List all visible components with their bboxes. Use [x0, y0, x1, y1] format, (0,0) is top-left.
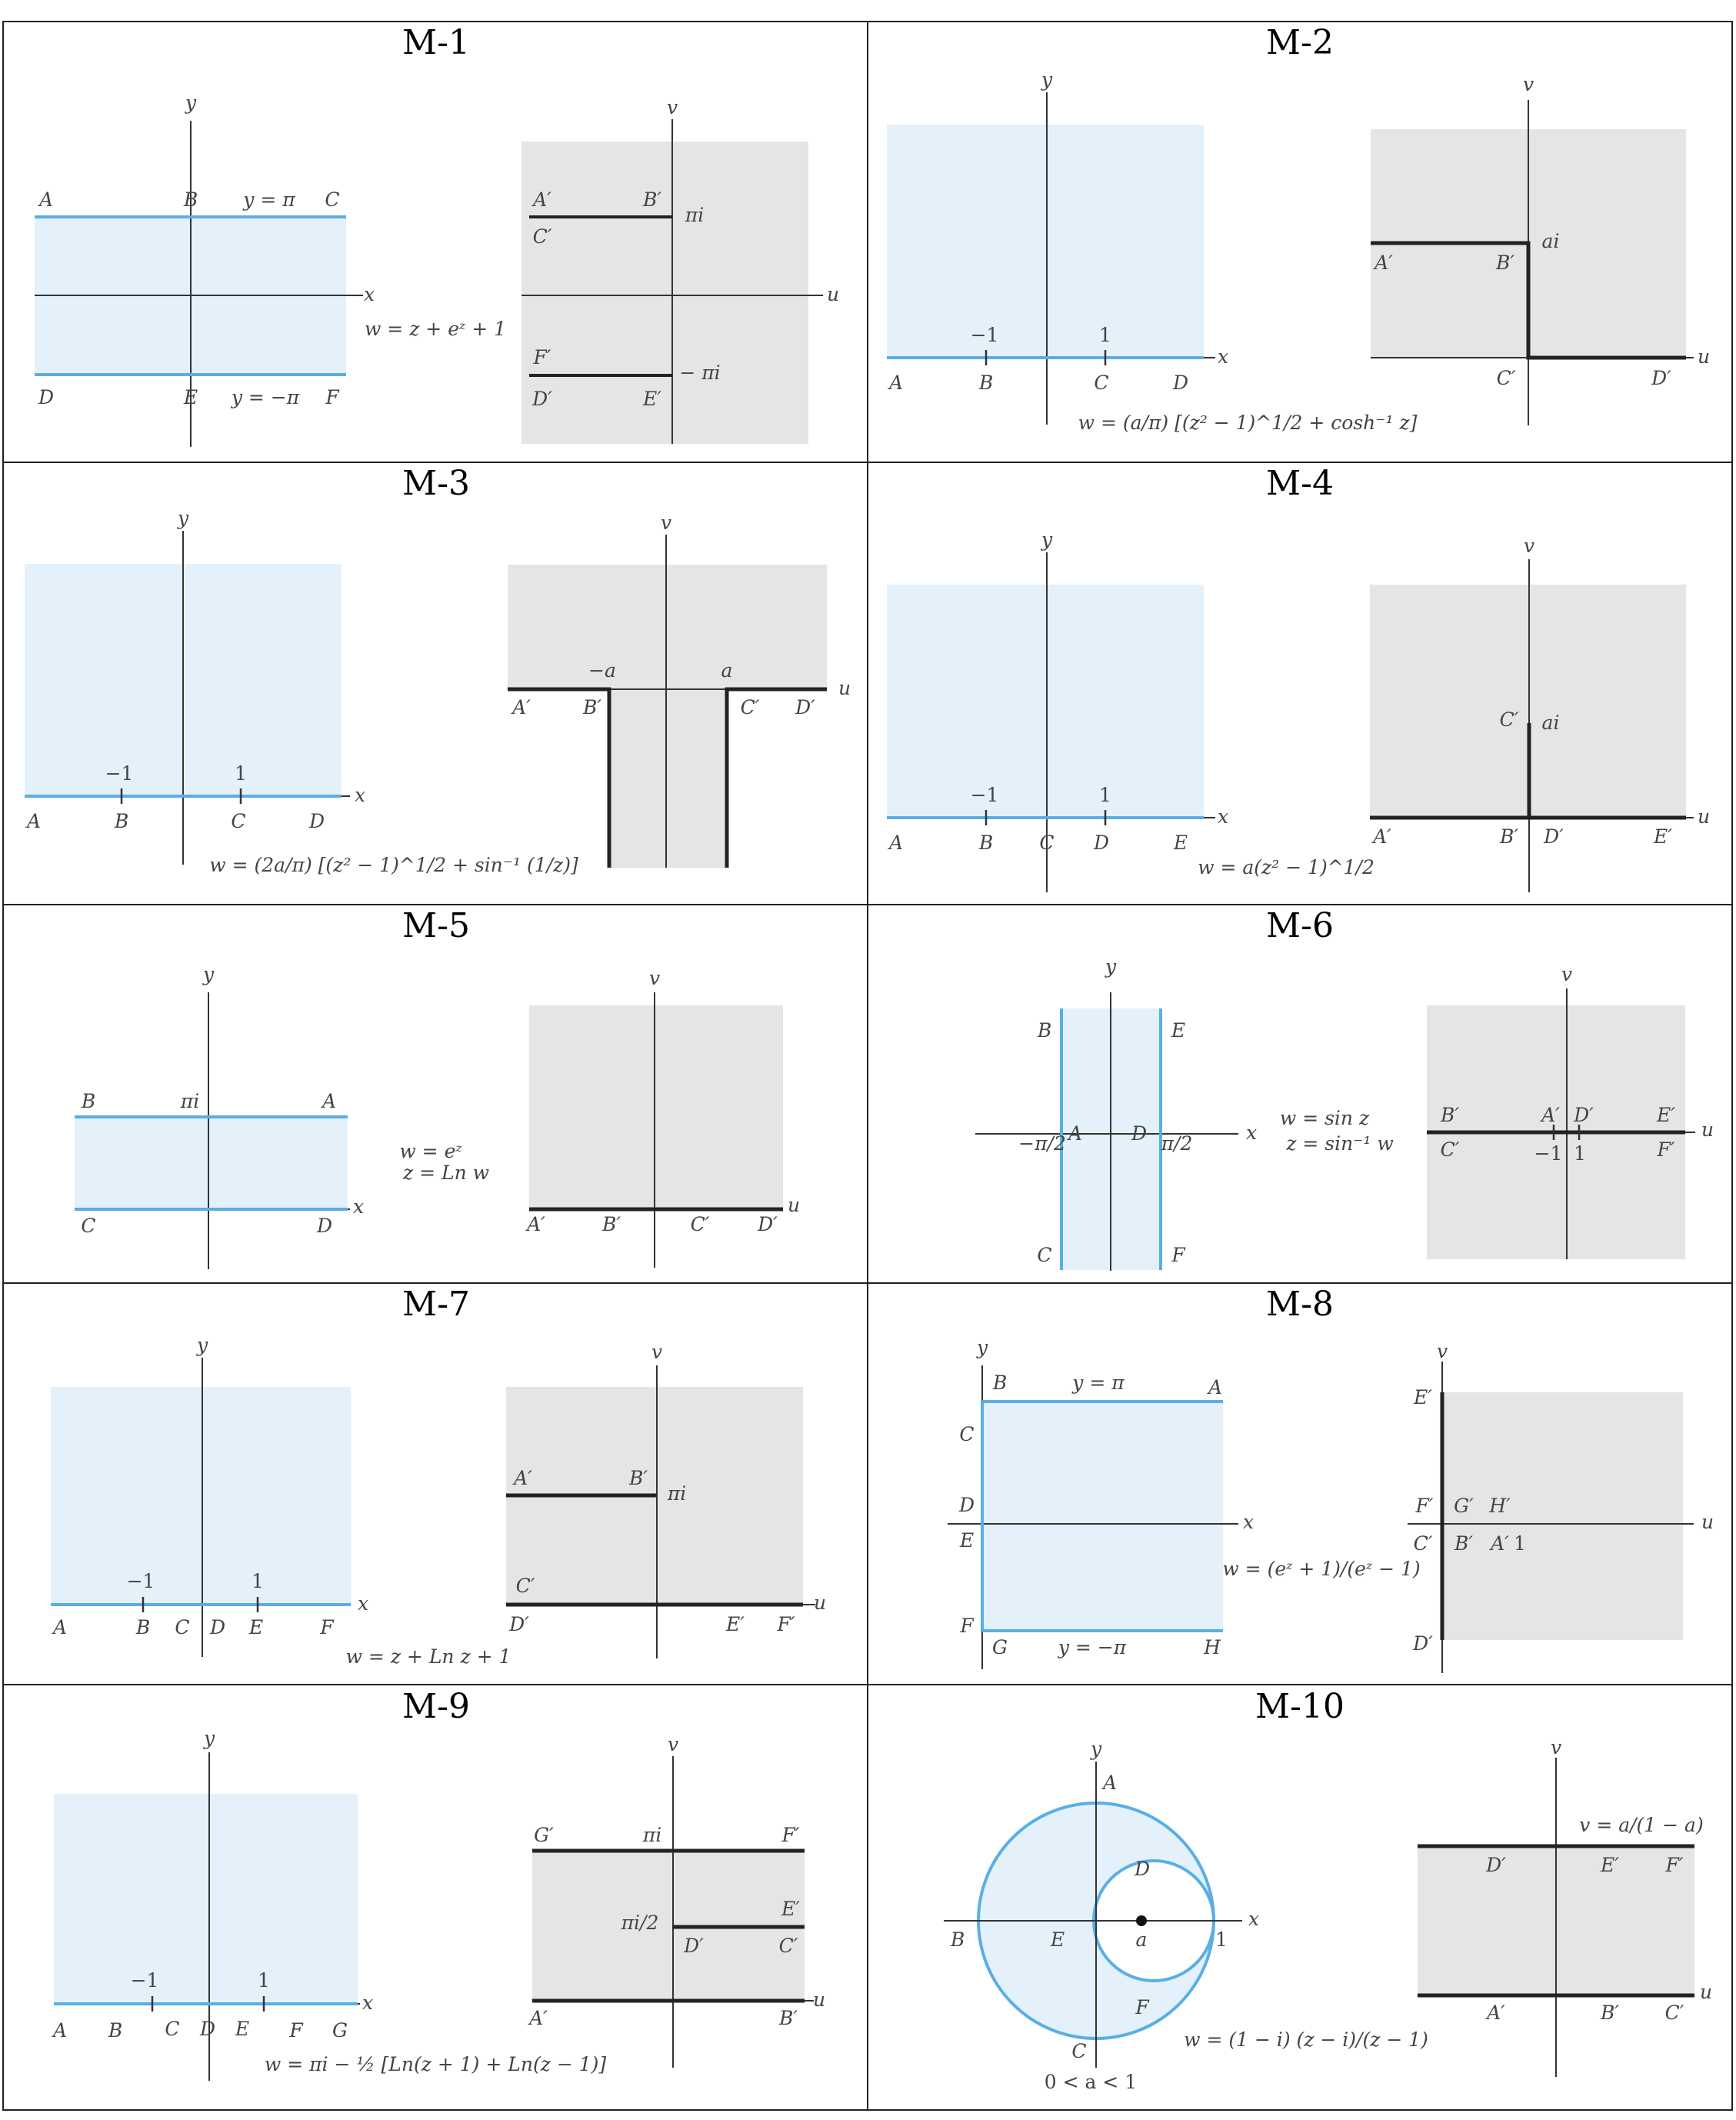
- w-label: F′: [1665, 1854, 1684, 1876]
- w-label: C′: [1413, 1532, 1433, 1555]
- m7-formula: [346, 1645, 511, 1668]
- z-label: D: [1172, 372, 1189, 394]
- z-label: y = π: [243, 188, 295, 211]
- axis-label-v: v: [666, 96, 678, 118]
- w-label: C′: [1440, 1138, 1460, 1161]
- inverse-formula: z = sin⁻¹ w: [1286, 1132, 1394, 1155]
- w-label: D′: [758, 1213, 778, 1235]
- panel-title-text: M-4: [1266, 464, 1334, 503]
- w-label: B′: [1454, 1532, 1474, 1555]
- z-label: π/2: [1161, 1132, 1193, 1155]
- z-label: F: [325, 386, 339, 408]
- z-label: E: [235, 2018, 250, 2040]
- z-label: πi: [180, 1090, 200, 1112]
- z-label: C: [1037, 1244, 1052, 1266]
- w-label: C′: [690, 1213, 710, 1235]
- z-label: B: [992, 1372, 1008, 1394]
- w-label: G′: [1454, 1495, 1474, 1517]
- m6-w-plane: [1427, 963, 1714, 1259]
- z-region: [887, 585, 1204, 818]
- w-label: πi: [667, 1482, 687, 1505]
- z-label: B: [108, 2019, 123, 2042]
- axis-label-u: u: [1699, 1981, 1713, 2003]
- m8-z-plane: [948, 1336, 1254, 1669]
- axis-label-x: x: [1217, 805, 1229, 828]
- z-label: C: [81, 1215, 96, 1237]
- z-label: E: [1173, 832, 1188, 854]
- z-label: C: [165, 2018, 180, 2040]
- panel-title-text: M-8: [1266, 1285, 1334, 1324]
- z-label: A: [322, 1090, 337, 1112]
- axis-label-u: u: [1697, 805, 1711, 828]
- w-label: A′: [527, 1213, 545, 1235]
- z-label: B: [114, 810, 129, 832]
- axis-label-y: y: [203, 1727, 215, 1749]
- w-label: D′: [532, 388, 552, 410]
- m4-formula: [1198, 856, 1374, 878]
- w-label: E′: [781, 1898, 800, 1920]
- w-label: ai: [1541, 230, 1560, 252]
- axis-label-x: x: [1217, 345, 1229, 368]
- m2-formula: [1078, 412, 1418, 434]
- z-label: D: [958, 1494, 975, 1516]
- panel-title-text: M-1: [402, 23, 470, 62]
- axis-label-y: y: [177, 507, 189, 529]
- z-label: A: [26, 810, 42, 832]
- m9-formula: [265, 2053, 607, 2075]
- z-label: A: [52, 1616, 68, 1638]
- z-label: −1: [126, 1570, 155, 1592]
- w-label: A′: [514, 1467, 532, 1489]
- axis-label-u: u: [1701, 1118, 1714, 1141]
- z-label: B: [978, 832, 994, 854]
- inverse-formula: z = Ln w: [402, 1162, 490, 1184]
- w-label: − πi: [679, 362, 721, 384]
- w-label: πi: [642, 1824, 662, 1846]
- z-label: B: [135, 1616, 151, 1638]
- z-label: B: [81, 1090, 96, 1112]
- w-region: [521, 142, 808, 444]
- w-label: D′: [1486, 1854, 1506, 1876]
- z-label: 1: [1215, 1928, 1228, 1951]
- axis-label-y: y: [1041, 68, 1053, 91]
- w-label: C′: [1496, 367, 1516, 389]
- mapping-formula: w = a(z² − 1)^1/2: [1198, 856, 1374, 878]
- m3-formula: [209, 854, 578, 876]
- panel-title: [402, 1687, 470, 1726]
- z-label: A: [52, 2019, 68, 2042]
- axis-label-x: x: [1245, 1122, 1258, 1144]
- axis-label-v: v: [667, 1733, 679, 1755]
- axis-label-v: v: [1561, 963, 1573, 985]
- m5-formula: [399, 1140, 489, 1184]
- panel-title-text: M-2: [1266, 23, 1334, 62]
- w-label: F′: [533, 346, 551, 368]
- panel-title: [402, 464, 470, 503]
- w-label: B′: [628, 1467, 648, 1489]
- w-label: D′: [1574, 1104, 1594, 1126]
- w-label: E′: [1601, 1854, 1619, 1876]
- panel-title: [402, 906, 470, 945]
- z-label: C: [1094, 372, 1109, 394]
- w-label: C′: [778, 1935, 798, 1957]
- z-label: B: [950, 1928, 965, 1951]
- w-label: H′: [1489, 1495, 1511, 1517]
- panel-title-text: M-7: [402, 1285, 470, 1324]
- m3-w-plane: [508, 512, 851, 868]
- axis-label-u: u: [838, 677, 851, 699]
- w-label: B′: [1600, 2002, 1620, 2024]
- m9-z-plane: [52, 1727, 373, 2081]
- axis-label-x: x: [363, 283, 375, 305]
- w-label: v = a/(1 − a): [1579, 1814, 1704, 1836]
- z-label: E: [1050, 1928, 1065, 1951]
- w-label: B′: [1495, 252, 1515, 274]
- z-label: F: [289, 2019, 303, 2042]
- m2-z-plane: [887, 68, 1228, 425]
- mapping-formula: w = (1 − i) (z − i)/(z − 1): [1184, 2028, 1428, 2051]
- w-label: A′: [533, 188, 551, 211]
- z-region: [75, 1117, 348, 1209]
- m6-z-plane: [975, 955, 1257, 1271]
- m10-formula: [1184, 2028, 1428, 2051]
- mapping-formula: w = (a/π) [(z² − 1)^1/2 + cosh⁻¹ z]: [1078, 412, 1418, 434]
- z-label: A: [38, 188, 54, 211]
- z-region: [982, 1402, 1223, 1631]
- w-label: ai: [1541, 712, 1560, 734]
- z-label: F: [960, 1615, 974, 1637]
- z-label: D: [199, 2018, 216, 2040]
- z-label: F: [320, 1616, 334, 1638]
- w-region: [529, 1005, 783, 1209]
- w-label: C′: [532, 225, 552, 248]
- axis-label-v: v: [1522, 73, 1534, 95]
- z-label: A: [888, 372, 904, 394]
- z-label: D: [38, 386, 55, 408]
- m1-w-plane: [521, 96, 839, 444]
- axis-label-u: u: [1697, 345, 1711, 368]
- z-label: C: [325, 188, 340, 211]
- z-label: 1: [258, 1969, 270, 1992]
- axis-label-x: x: [354, 784, 366, 806]
- axis-label-v: v: [651, 1341, 663, 1363]
- point-a: [1136, 1915, 1147, 1926]
- panel-title: [1266, 906, 1334, 945]
- w-label: 1: [1574, 1142, 1586, 1165]
- w-label: C′: [1664, 2002, 1684, 2024]
- w-label: D′: [1413, 1632, 1433, 1655]
- w-label: A′: [512, 696, 531, 718]
- z-label: y = −π: [1058, 1636, 1127, 1658]
- mapping-formula: w = sin z: [1279, 1107, 1370, 1129]
- z-label: A: [1068, 1122, 1083, 1145]
- z-label: D: [1131, 1122, 1148, 1145]
- z-label: −1: [130, 1969, 159, 1992]
- z-label: a: [1135, 1928, 1148, 1951]
- z-label: B: [978, 372, 994, 394]
- w-label: −a: [588, 659, 616, 682]
- axis-label-u: u: [787, 1194, 801, 1216]
- axis-label-y: y: [976, 1336, 988, 1358]
- m2-w-plane: [1371, 73, 1710, 425]
- w-label: E′: [1414, 1386, 1432, 1408]
- m8-formula: [1222, 1558, 1420, 1580]
- w-label: G′: [534, 1824, 554, 1846]
- panel-title-text: M-9: [402, 1687, 470, 1726]
- axis-label-x: x: [1248, 1908, 1260, 1930]
- z-label: C: [175, 1616, 190, 1638]
- z-label: G: [332, 2019, 348, 2042]
- w-label: A′: [1491, 1532, 1509, 1555]
- w-label: F′: [1657, 1138, 1675, 1161]
- w-label: B′: [778, 2007, 798, 2029]
- z-label: D: [209, 1616, 226, 1638]
- z-label: D: [316, 1215, 333, 1237]
- z-label: C: [1039, 832, 1055, 854]
- mapping-formula: w = eᶻ: [399, 1140, 462, 1162]
- panel-title: [402, 23, 470, 62]
- mapping-formula: w = (eᶻ + 1)/(eᶻ − 1): [1222, 1558, 1421, 1580]
- z-label: −π/2: [1018, 1132, 1066, 1155]
- z-label: C: [1071, 2040, 1087, 2062]
- m8-w-plane: [1408, 1340, 1714, 1673]
- axis-label-v: v: [1550, 1736, 1562, 1758]
- w-label: B′: [642, 188, 662, 211]
- mapping-formula: w = z + Ln z + 1: [345, 1645, 511, 1668]
- z-label: E: [959, 1529, 975, 1552]
- axis-label-y: y: [1090, 1738, 1102, 1760]
- z-label: 1: [235, 762, 247, 785]
- panel-title: [1255, 1687, 1344, 1726]
- w-label: C′: [1499, 708, 1519, 731]
- axis-label-y: y: [202, 963, 215, 985]
- w-label: πi/2: [621, 1912, 659, 1934]
- w-label: A′: [1487, 2002, 1505, 2024]
- w-label: E′: [1654, 825, 1672, 848]
- z-label: −1: [970, 784, 999, 806]
- w-label: D′: [684, 1935, 704, 1957]
- w-region-upper: [508, 565, 827, 689]
- z-region: [51, 1387, 351, 1605]
- w-label: D′: [795, 696, 815, 718]
- w-label: F′: [777, 1613, 795, 1635]
- panel-title: [1266, 1285, 1334, 1324]
- z-label: G: [992, 1636, 1008, 1658]
- z-label: F: [1171, 1244, 1185, 1266]
- axis-label-x: x: [352, 1195, 365, 1218]
- z-region: [54, 1794, 358, 2004]
- axis-label-u: u: [826, 283, 840, 305]
- z-label: H: [1204, 1636, 1221, 1658]
- m9-w-plane: [528, 1733, 825, 2068]
- z-region: [887, 125, 1204, 358]
- axis-label-u: u: [1701, 1511, 1714, 1533]
- axis-label-x: x: [357, 1592, 369, 1615]
- z-label: F: [1135, 1996, 1149, 2018]
- z-label: A: [1208, 1376, 1223, 1398]
- m6-formula: [1280, 1107, 1394, 1155]
- w-region-strip: [609, 689, 727, 868]
- w-label: B′: [1499, 825, 1519, 848]
- w-label: A′: [1374, 252, 1393, 274]
- z-label: 1: [1099, 324, 1111, 346]
- w-label: A′: [529, 2007, 548, 2029]
- panel-title-text: M-10: [1255, 1687, 1344, 1726]
- z-label: E: [1171, 1019, 1186, 1042]
- m3-z-plane: [25, 507, 365, 865]
- axis-label-u: u: [813, 1592, 827, 1614]
- mapping-formula: w = πi − ½ [Ln(z + 1) + Ln(z − 1)]: [264, 2053, 607, 2075]
- w-region: [1442, 1392, 1683, 1640]
- w-label: F′: [1415, 1495, 1434, 1517]
- w-label: D′: [1651, 367, 1671, 389]
- w-label: 1: [1514, 1532, 1526, 1555]
- w-label: D′: [1544, 825, 1564, 848]
- axis-label-y: y: [196, 1334, 208, 1356]
- w-label: F′: [781, 1824, 800, 1846]
- axis-label-v: v: [648, 967, 661, 989]
- axis-label-y: y: [1041, 528, 1053, 551]
- m5-w-plane: [525, 967, 800, 1268]
- panel-title-text: M-5: [402, 906, 470, 945]
- w-label: A′: [1373, 825, 1391, 848]
- panel-title-text: M-3: [402, 464, 470, 503]
- panel-title: [402, 1285, 470, 1324]
- z-label: C: [231, 810, 246, 832]
- mapping-formula: w = z + eᶻ + 1: [364, 318, 507, 340]
- m10-w-plane: [1418, 1736, 1712, 2077]
- axis-label-y: y: [1105, 955, 1117, 978]
- z-label: y = π: [1072, 1372, 1125, 1394]
- z-label: B: [183, 188, 198, 211]
- panel-title: [1266, 464, 1334, 503]
- w-label: E′: [726, 1613, 745, 1635]
- w-label: B′: [582, 696, 602, 718]
- z-label: E: [248, 1616, 264, 1638]
- z-label: B: [1037, 1019, 1052, 1042]
- z-label: D: [1093, 832, 1110, 854]
- z-label: E: [183, 386, 198, 408]
- z-label: 0 < a < 1: [1044, 2071, 1138, 2093]
- w-label: πi: [685, 204, 705, 226]
- w-label: A′: [1541, 1104, 1560, 1126]
- axis-label-y: y: [185, 92, 197, 114]
- m1-formula: [365, 318, 506, 340]
- panel-title-text: M-6: [1266, 906, 1334, 945]
- z-label: C: [959, 1423, 975, 1445]
- axis-label-x: x: [1242, 1511, 1255, 1533]
- panel-title: [1266, 23, 1334, 62]
- w-label: −1: [1534, 1142, 1563, 1165]
- w-label: a: [721, 659, 733, 682]
- m7-w-plane: [506, 1341, 826, 1658]
- z-label: 1: [1099, 784, 1111, 806]
- axis-label-v: v: [660, 512, 672, 534]
- w-label: B′: [601, 1213, 621, 1235]
- axis-label-x: x: [362, 1992, 374, 2014]
- z-label: y = −π: [231, 386, 300, 408]
- z-label: D: [308, 810, 325, 832]
- z-label: −1: [105, 762, 134, 785]
- w-label: C′: [515, 1575, 535, 1597]
- w-label: B′: [1440, 1104, 1460, 1126]
- m1-z-plane: [35, 92, 375, 447]
- mapping-formula: w = (2a/π) [(z² − 1)^1/2 + sin⁻¹ (1/z)]: [209, 854, 578, 876]
- z-label: D: [1134, 1858, 1151, 1880]
- w-label: C′: [740, 696, 760, 718]
- axis-label-v: v: [1436, 1340, 1448, 1362]
- z-label: 1: [252, 1570, 264, 1592]
- axis-label-u: u: [812, 1988, 826, 2011]
- w-label: E′: [1657, 1104, 1675, 1126]
- z-label: A: [1102, 1772, 1118, 1794]
- w-label: E′: [643, 388, 661, 410]
- z-label: A: [888, 832, 904, 854]
- m7-z-plane: [51, 1334, 368, 1657]
- m4-z-plane: [887, 528, 1228, 892]
- m4-w-plane: [1370, 535, 1710, 892]
- axis-label-v: v: [1523, 535, 1535, 557]
- m5-z-plane: [75, 963, 364, 1269]
- w-label: D′: [509, 1613, 529, 1635]
- z-label: −1: [970, 324, 999, 346]
